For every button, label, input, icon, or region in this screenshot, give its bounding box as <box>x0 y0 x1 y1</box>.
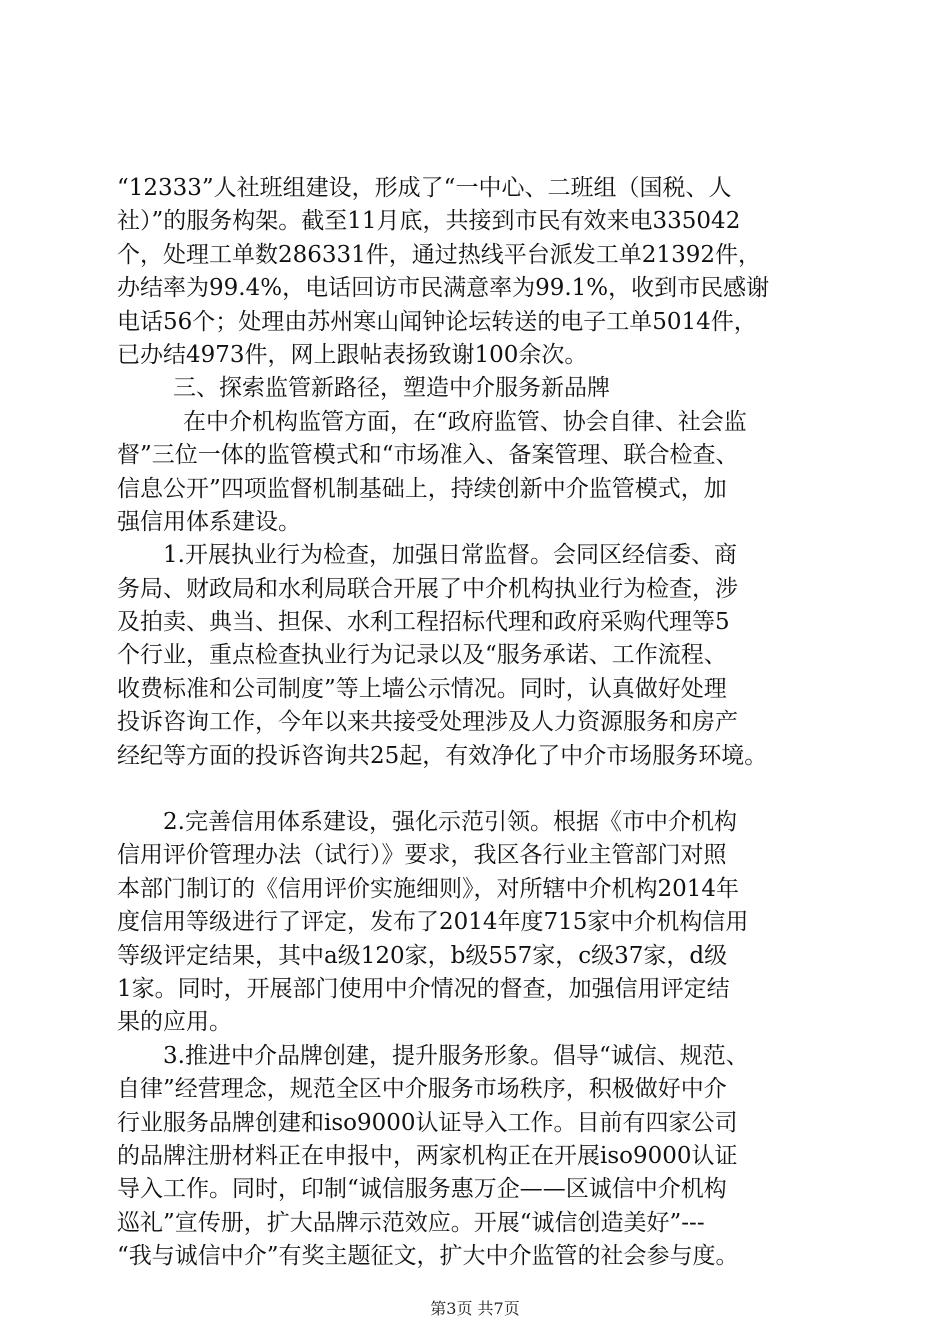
paragraph-line: 自律”经营理念，规范全区中介服务市场秩序，积极做好中介 <box>117 1076 727 1103</box>
paragraph-line: 信用评价管理办法（试行）》要求，我区各行业主管部门对照 <box>117 842 727 869</box>
paragraph-line: 督”三位一体的监管模式和“市场准入、备案管理、联合检查、 <box>117 442 739 469</box>
paragraph-line: 3.推进中介品牌创建，提升服务形象。倡导“诚信、规范、 <box>163 1042 749 1069</box>
paragraph-line: 信息公开”四项监督机制基础上，持续创新中介监管模式，加 <box>117 475 727 502</box>
paragraph-line: “12333”人社班组建设，形成了“一中心、二班组（国税、人 <box>117 175 732 201</box>
paragraph-line: 1.开展执业行为检查，加强日常监督。会同区经信委、商 <box>163 542 737 569</box>
paragraph-line: 在中介机构监管方面，在“政府监管、协会自律、社会监 <box>183 408 747 435</box>
paragraph-line: 务局、财政局和水利局联合开展了中介机构执业行为检查，涉 <box>117 575 738 602</box>
paragraph-line: 行业服务品牌创建和iso9000认证导入工作。目前有四家公司 <box>117 1109 738 1136</box>
paragraph-line: 本部门制订的《信用评价实施细则》，对所辖中介机构2014年 <box>117 875 740 902</box>
paragraph-line: 等级评定结果，其中a级120家，b级557家，c级37家，d级 <box>117 942 728 969</box>
paragraph-line: 收费标准和公司制度”等上墙公示情况。同时，认真做好处理 <box>117 675 727 702</box>
paragraph-line: 电话56个；处理由苏州寒山闻钟论坛转送的电子工单5014件， <box>117 308 757 335</box>
paragraph-line: 强信用体系建设。 <box>117 508 301 535</box>
paragraph-line: 及拍卖、典当、担保、水利工程招标代理和政府采购代理等5 <box>117 609 730 636</box>
paragraph-line: 的品牌注册材料正在申报中，两家机构正在开展iso9000认证 <box>117 1142 738 1169</box>
section-heading: 三、探索监管新路径，塑造中介服务新品牌 <box>173 375 610 402</box>
paragraph-line: 2.完善信用体系建设，强化示范引领。根据《市中介机构 <box>163 809 737 836</box>
paragraph-line: 巡礼”宣传册，扩大品牌示范效应。开展“诚信创造美好”--- <box>117 1209 705 1236</box>
paragraph-line: 导入工作。同时，印制“诚信服务惠万企——区诚信中介机构 <box>117 1176 727 1203</box>
paragraph-spacer <box>117 773 837 806</box>
paragraph-line: 度信用等级进行了评定，发布了2014年度715家中介机构信用 <box>117 909 749 936</box>
paragraph-line: 1家。同时，开展部门使用中介情况的督查，加强信用评定结 <box>117 975 730 1002</box>
paragraph-line: 经纪等方面的投诉咨询共25起，有效净化了中介市场服务环境。 <box>117 742 768 769</box>
paragraph-line: 个，处理工单数286331件，通过热线平台派发工单21392件， <box>117 241 761 268</box>
paragraph-line: 办结率为99.4%，电话回访市民满意率为99.1%，收到市民感谢 <box>117 275 770 302</box>
page-number-footer: 第3页 共7页 <box>430 1299 520 1318</box>
paragraph-line: 社）”的服务构架。截至11月底，共接到市民有效来电335042 <box>117 208 741 235</box>
document-body <box>117 172 837 1274</box>
paragraph-line: 个行业，重点检查执业行为记录以及“服务承诺、工作流程、 <box>117 642 727 669</box>
paragraph-line: 投诉咨询工作，今年以来共接受处理涉及人力资源服务和房产 <box>117 709 738 736</box>
paragraph-line: 已办结4973件，网上跟帖表扬致谢100余次。 <box>117 341 588 368</box>
paragraph-line: 果的应用。 <box>117 1009 232 1036</box>
paragraph-line: “我与诚信中介”有奖主题征文，扩大中介监管的社会参与度。 <box>117 1243 739 1270</box>
